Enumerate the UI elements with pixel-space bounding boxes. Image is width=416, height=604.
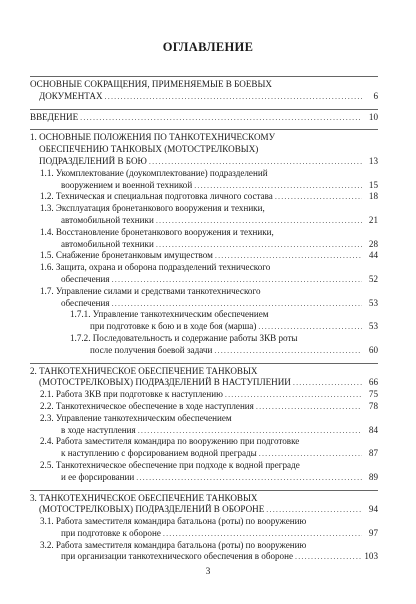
dot-leader	[156, 215, 362, 227]
toc-entry-text: вооружением и военной техникой	[61, 179, 193, 190]
toc-entry-text: 2. ТАНКОТЕХНИЧЕСКОЕ ОБЕСПЕЧЕНИЕ ТАНКОВЫХ	[30, 365, 258, 376]
toc-entry-text: ДОКУМЕНТАХ	[39, 90, 103, 101]
dot-leader	[156, 239, 362, 251]
dot-leader	[259, 448, 362, 460]
dot-leader	[293, 377, 362, 389]
dot-leader	[295, 551, 362, 563]
toc-entry[interactable]	[40, 286, 378, 310]
toc-entry[interactable]	[40, 250, 378, 262]
toc-page-number: 84	[368, 424, 378, 435]
table-of-contents	[30, 72, 378, 563]
toc-entry-text: 3. ТАНКОТЕХНИЧЕСКОЕ ОБЕСПЕЧЕНИЕ ТАНКОВЫХ	[30, 492, 258, 503]
toc-page-number: 15	[368, 179, 378, 190]
dot-leader	[112, 298, 362, 310]
dot-leader	[163, 528, 362, 540]
dot-leader	[112, 274, 362, 286]
toc-entry[interactable]	[40, 389, 378, 401]
toc-entry[interactable]	[40, 227, 378, 251]
toc-entry-text: 2.5. Танкотехническое обеспечение при подходе к водной преграде	[40, 459, 300, 470]
toc-entry-text: 2.2. Танкотехническое обеспечение в ходе наступления	[40, 400, 254, 411]
toc-page-number: 53	[368, 297, 378, 308]
page-number: 3	[205, 567, 211, 577]
toc-entry[interactable]	[30, 490, 378, 517]
toc-entry[interactable]	[40, 262, 378, 286]
toc-entry-text: 1.2. Техническая и специальная подготовка личного состава	[40, 191, 273, 202]
toc-entry[interactable]	[30, 76, 378, 103]
toc-entry-text: ОСНОВНЫЕ СОКРАЩЕНИЯ, ПРИМЕНЯЕМЫЕ В БОЕВЫХ	[30, 79, 272, 89]
toc-entry-text: 1.7. Управление силами и средствами танкотехнического	[40, 285, 261, 296]
toc-page-number: 44	[368, 250, 378, 261]
toc-entry[interactable]	[40, 168, 378, 192]
toc-entry-text: 1.7.1. Управление танкотехническим обеспечением	[70, 309, 269, 320]
toc-entry[interactable]	[70, 333, 378, 357]
toc-entry[interactable]	[30, 363, 378, 390]
toc-page-number: 60	[368, 344, 378, 355]
toc-entry-text: после получения боевой задачи	[90, 344, 213, 355]
dot-leader	[225, 389, 362, 401]
toc-page-number: 10	[368, 111, 378, 122]
toc-page-number: 87	[368, 448, 378, 459]
toc-page-number: 21	[368, 214, 378, 225]
toc-entry[interactable]	[40, 413, 378, 437]
toc-entry-text: при организации танкотехнического обеспечения в обороне	[61, 551, 294, 562]
toc-entry-text: (МОТОСТРЕЛКОВЫХ) ПОДРАЗДЕЛЕНИЙ В НАСТУПЛЕНИИ	[39, 377, 291, 388]
toc-entry-text: 2.4. Работа заместителя командира по вооружению при подготовке	[40, 436, 300, 447]
toc-entry-text: и ее форсировании	[61, 471, 135, 482]
dot-leader	[80, 112, 362, 124]
toc-page-number: 52	[368, 273, 378, 284]
toc-page-number: 18	[368, 191, 378, 202]
dot-leader	[258, 321, 362, 333]
dot-leader	[256, 401, 362, 413]
toc-entry-text: 3.2. Работа заместителя командира батальона (роты) по вооружению	[40, 539, 307, 550]
dot-leader	[215, 250, 362, 262]
toc-entry-text: при подготовке к обороне	[61, 527, 161, 538]
toc-entry-text: 2.1. Работа ЗКВ при подготовке к наступлению	[40, 389, 223, 400]
toc-entry[interactable]	[40, 203, 378, 227]
toc-entry-text: к наступлению с форсированием водной преграды	[61, 448, 257, 459]
toc-entry-text: 1.1. Укомплектование (доукомплектование) подразделений	[40, 167, 268, 178]
toc-page-number: 97	[368, 527, 378, 538]
dot-leader	[138, 425, 362, 437]
toc-entry-text: в ходе наступления	[61, 424, 136, 435]
toc-entry-text: 1.3. Эксплуатация бронетанкового вооружения и техники,	[40, 203, 265, 214]
dot-leader	[266, 504, 362, 516]
dot-leader	[105, 91, 362, 103]
toc-entry-text: обеспечения	[61, 273, 110, 284]
toc-page-number: 89	[368, 471, 378, 482]
dot-leader	[214, 345, 362, 357]
toc-entry-text: 1.6. Защита, охрана и оборона подразделений технического	[40, 262, 271, 273]
toc-entry[interactable]	[40, 401, 378, 413]
toc-page-number: 6	[373, 90, 378, 101]
toc-entry-text: (МОТОСТРЕЛКОВЫХ) ПОДРАЗДЕЛЕНИЙ В ОБОРОНЕ	[39, 504, 265, 515]
toc-entry-text: ПОДРАЗДЕЛЕНИЙ В БОЮ	[39, 155, 147, 166]
toc-entry[interactable]	[40, 191, 378, 203]
toc-entry[interactable]	[40, 460, 378, 484]
toc-entry-text: ВВЕДЕНИЕ	[30, 111, 79, 122]
toc-page-number: 103	[364, 551, 378, 562]
toc-entry-text: автомобильной техники	[61, 214, 154, 225]
page-title: ОГЛАВЛЕНИЕ	[162, 40, 254, 54]
toc-page-number: 78	[368, 400, 378, 411]
dot-leader	[149, 156, 362, 168]
toc-entry[interactable]	[30, 109, 378, 124]
toc-entry[interactable]	[30, 129, 378, 167]
toc-entry-text: 1.7.2. Последовательность и содержание работы ЗКВ роты	[70, 332, 298, 343]
toc-entry[interactable]	[40, 540, 378, 564]
toc-entry-text: 1. ОСНОВНЫЕ ПОЛОЖЕНИЯ ПО ТАНКОТЕХНИЧЕСКОМУ	[30, 132, 276, 143]
dot-leader	[194, 180, 362, 192]
toc-entry[interactable]	[70, 309, 378, 333]
dot-leader	[136, 472, 362, 484]
toc-entry[interactable]	[40, 516, 378, 540]
toc-entry-text: 2.3. Управление танкотехническим обеспечением	[40, 412, 232, 423]
toc-page-number: 53	[368, 321, 378, 332]
dot-leader	[275, 191, 362, 203]
toc-entry-text: 1.5. Снабжение бронетанковым имуществом	[40, 250, 213, 261]
toc-page-number: 13	[368, 155, 378, 166]
toc-page-number: 28	[368, 238, 378, 249]
toc-page-number: 75	[368, 389, 378, 400]
toc-entry[interactable]	[40, 436, 378, 460]
toc-entry-text: 1.4. Восстановление бронетанкового вооружения и техники,	[40, 226, 274, 237]
toc-entry-text: при подготовке к бою и в ходе боя (марша)	[90, 321, 257, 332]
toc-page-number: 94	[368, 504, 378, 515]
toc-page-number: 66	[368, 377, 378, 388]
toc-entry-text: автомобильной техники	[61, 238, 154, 249]
toc-entry-text: обеспечения	[61, 297, 110, 308]
toc-entry-text: ОБЕСПЕЧЕНИЮ ТАНКОВЫХ (МОТОСТРЕЛКОВЫХ)	[39, 144, 259, 155]
toc-entry-text: 3.1. Работа заместителя командира батальона (роты) по вооружению	[40, 516, 307, 527]
